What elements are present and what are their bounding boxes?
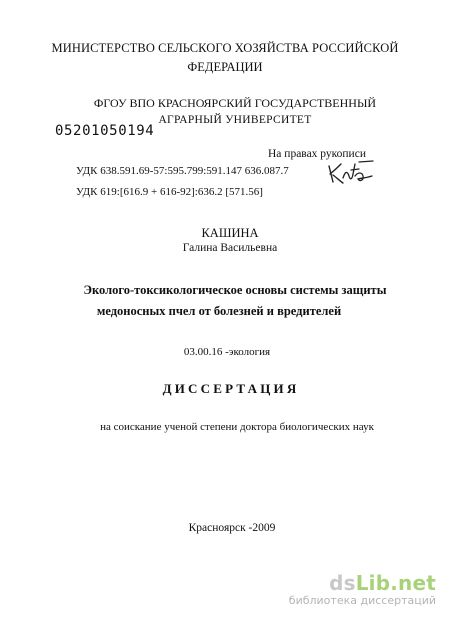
university-line-2: АГРАРНЫЙ УНИВЕРСИТЕТ xyxy=(158,114,312,126)
author-surname: КАШИНА xyxy=(201,226,259,240)
university-line-1: ФГОУ ВПО КРАСНОЯРСКИЙ ГОСУДАРСТВЕННЫЙ xyxy=(93,96,377,110)
author-name: Галина Васильевна xyxy=(182,242,278,254)
specialty: 03.00.16 -экология xyxy=(183,346,271,358)
degree-purpose: на соискание ученой степени доктора биологических наук xyxy=(100,421,374,433)
document-type: ДИССЕРТАЦИЯ xyxy=(162,381,300,396)
watermark-logo: dsLib.net xyxy=(329,571,436,595)
watermark xyxy=(289,572,436,608)
stamp-code: 05201050194 xyxy=(55,123,155,139)
dissertation-title-line-1: Эколого-токсикологическое основы системы защиты xyxy=(83,283,387,297)
ministry-line-1: МИНИСТЕРСТВО СЕЛЬСКОГО ХОЗЯЙСТВА РОССИЙСКОЙ xyxy=(51,41,399,55)
city-year: Красноярск -2009 xyxy=(188,522,276,534)
ministry-line-2: ФЕДЕРАЦИИ xyxy=(187,60,263,74)
udk-line-1: УДК 638.591.69-57:595.799:591.147 636.087.7 xyxy=(76,165,289,177)
watermark-tagline: библиотека диссертаций xyxy=(288,594,436,607)
dissertation-title-line-2: медоносных пчел от болезней и вредителей xyxy=(96,304,342,318)
handwritten-signature xyxy=(325,158,377,188)
udk-line-2: УДК 619:[616.9 + 616-92]:636.2 [571.56] xyxy=(76,186,263,198)
rights-note: На правах рукописи xyxy=(268,148,366,160)
